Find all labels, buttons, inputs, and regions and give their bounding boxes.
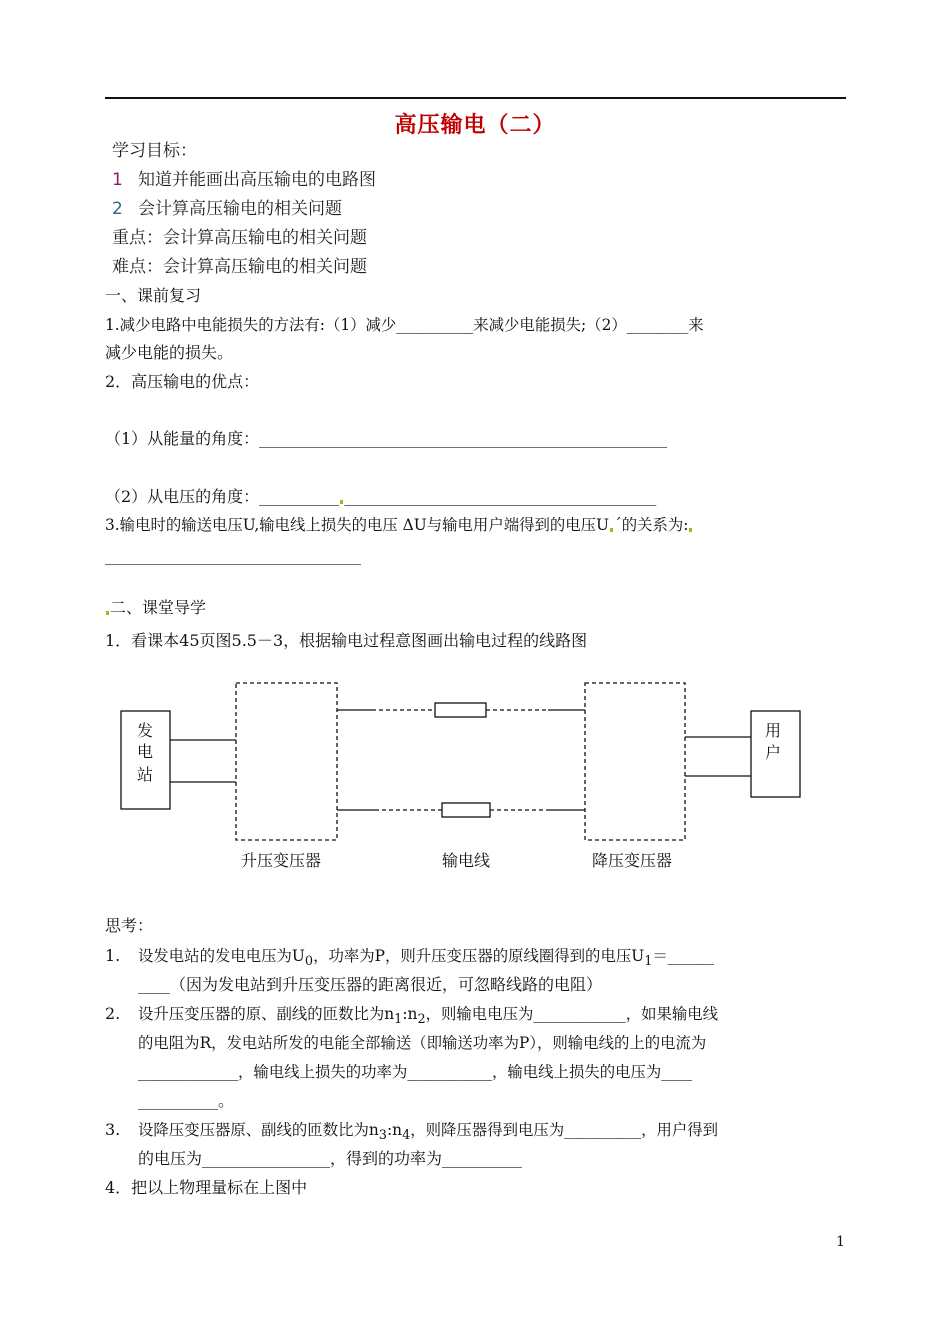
station-char-2: 电 (136, 742, 154, 761)
s1-q2-a: （1）从能量的角度：___________________________________________________ (105, 429, 668, 448)
s1-q2-b-pre: （2）从电压的角度：__________ (105, 487, 340, 506)
think-q3-text: ，则降压器得到电压为__________，用户得到 (410, 1121, 719, 1139)
think-q3-text: :n (386, 1121, 403, 1139)
station-char-3: 站 (136, 765, 154, 784)
s1-q3-pre: 3.输电时的输送电压U,输电线上损失的电压 ΔU与输电用户端得到的电压U (105, 516, 610, 534)
step-up-label: 升压变压器 (240, 851, 322, 870)
think-q2-line4: __________。 (138, 1091, 235, 1110)
think-q2-text: :n (402, 1005, 418, 1023)
think-q2-text: ，则输电电压为____________，如果输电线 (425, 1005, 719, 1023)
subscript: 3 (378, 1128, 387, 1144)
think-q1-line2: ____（因为发电站到升压变压器的距离很近，可忽略线路的电阻） (138, 975, 603, 994)
think-q1-text: 设发电站的发电电压为U (138, 947, 305, 965)
thinking-heading: 思考： (105, 916, 154, 935)
difficult-point: 难点：会计算高压输电的相关问题 (112, 257, 367, 277)
page-title: 高压输电（二） (394, 113, 556, 138)
subscript: 2 (417, 1012, 426, 1028)
objectives-heading: 学习目标： (112, 141, 197, 161)
objective-number: 2 (112, 199, 123, 219)
think-q2-num: 2. (105, 1004, 121, 1023)
s2-q1: 1．看课本45页图5.5－3，根据输电过程意图画出输电过程的线路图 (105, 631, 588, 650)
subscript: 1 (394, 1012, 403, 1028)
objective-number: 1 (112, 170, 123, 190)
page-number: 1 (836, 1234, 845, 1250)
think-q3-num: 3. (105, 1120, 121, 1139)
s1-q3-line: ________________________________ (105, 546, 361, 565)
step-up-transformer-box (236, 683, 337, 840)
s1-q1-line1: 1.减少电路中电能损失的方法有:（1）减少__________来减少电能损失;（2）________来 (105, 316, 704, 334)
think-q2-line3: _____________，输电线上损失的功率为___________，输电线上损失的电压为____ (138, 1063, 693, 1081)
transmission-line-label: 输电线 (441, 851, 491, 870)
subscript: 4 (402, 1128, 411, 1144)
think-q1-text: ，功率为P，则升压变压器的原线圈得到的电压U (313, 947, 645, 965)
user-char-1: 用 (764, 721, 782, 740)
think-q3-text: 设降压变压器原、副线的匝数比为n (138, 1121, 379, 1139)
step-down-label: 降压变压器 (591, 851, 673, 870)
s1-q2-b-post: _______________________________________ (344, 487, 657, 506)
subscript: 0 (304, 954, 314, 970)
section1-heading: 一、课前复习 (105, 286, 202, 305)
resistor-top (435, 703, 486, 717)
think-q1-line1 (138, 945, 714, 973)
think-q3-line2: 的电压为________________，得到的功率为__________ (138, 1149, 523, 1168)
think-q3-line1 (138, 1119, 718, 1147)
think-q2-text: 设升压变压器的原、副线的匝数比为n (138, 1005, 395, 1023)
think-q2-line1 (138, 1003, 718, 1031)
objective-text: 会计算高压输电的相关问题 (138, 199, 342, 219)
resistor-bottom (442, 803, 490, 817)
think-q2-line2: 的电阻为R，发电站所发的电能全部输送（即输送功率为P），则输电线的上的电流为 (138, 1034, 707, 1052)
key-point: 重点：会计算高压输电的相关问题 (112, 228, 367, 248)
think-q1-text: ＝______ (652, 947, 714, 965)
step-down-transformer-box (585, 683, 685, 840)
subscript: 1 (644, 954, 653, 970)
section2-heading: 二、课堂导学 (110, 598, 207, 617)
s1-q2: 2．高压输电的优点： (105, 372, 260, 391)
objective-text: 知道并能画出高压输电的电路图 (138, 170, 376, 190)
think-q1-num: 1. (105, 946, 121, 965)
station-char-1: 发 (136, 721, 154, 740)
user-char-2: 户 (764, 743, 782, 762)
s1-q1-line2: 减少电能的损失。 (105, 343, 234, 362)
s1-q3-post: ´的关系为: (614, 516, 689, 534)
think-q4: 4．把以上物理量标在上图中 (105, 1178, 308, 1197)
